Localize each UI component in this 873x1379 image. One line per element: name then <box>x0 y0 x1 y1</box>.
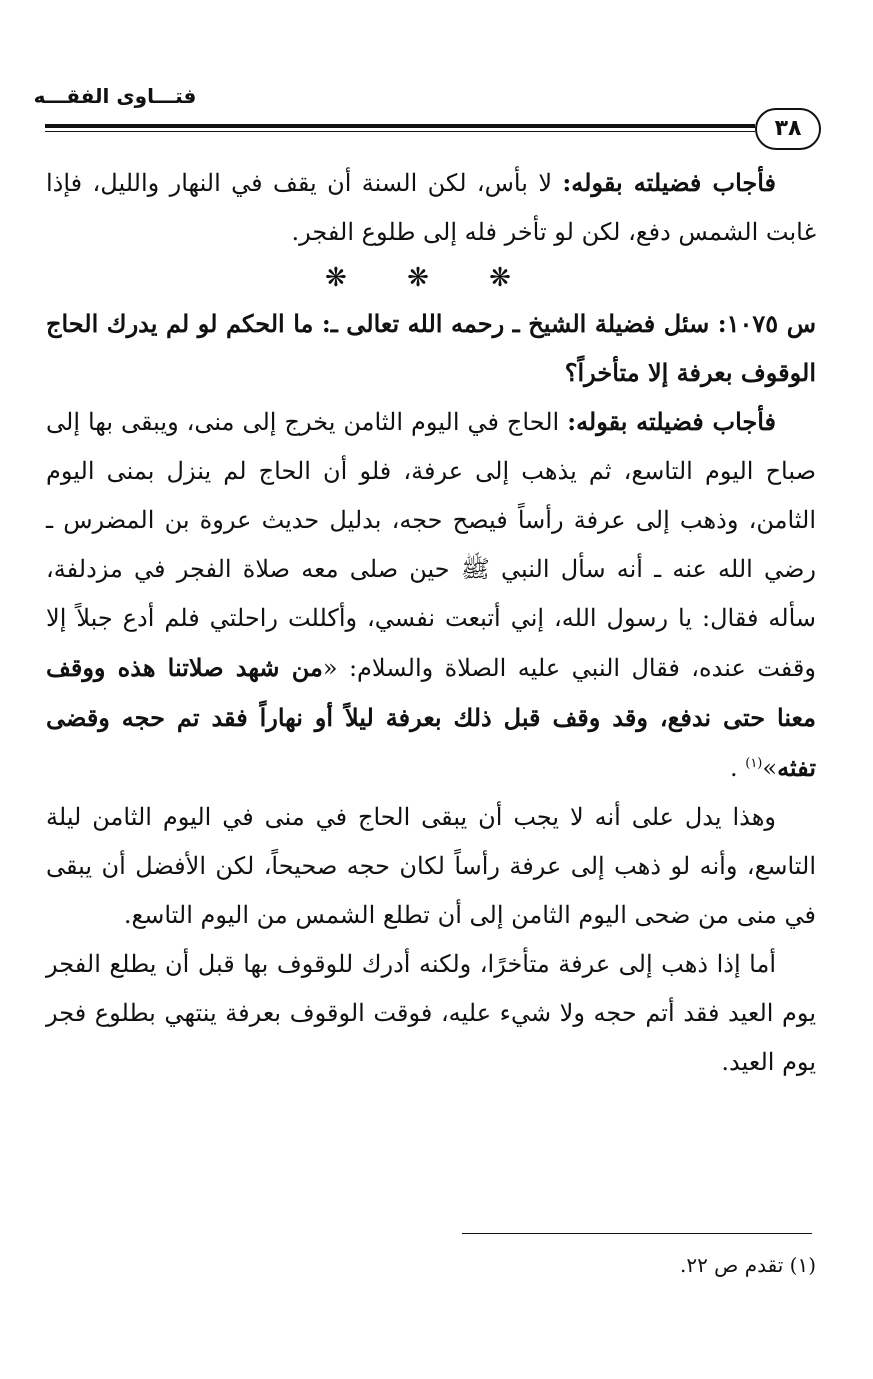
answer-paragraph-1 <box>46 158 816 257</box>
footnote: (١) تقدم ص ٢٢. <box>679 1253 816 1277</box>
answer-text: الحاج في اليوم الثامن يخرج إلى منى، ويبقى بها إلى صباح اليوم التاسع، ثم يذهب إلى عرفة، فلو أن الحاج لم ينزل بمنى اليوم الثامن، وذهب إلى عرفة رأساً فيصح حجه، بدليل حديث عروة بن المضرس ـ رضي الله عنه ـ أنه سأل النبي ﷺ حين صلى معه صلاة الفجر في مزدلفة، سأله فقال: يا رسول الله، إني أتبعت نفسي، وأكللت راحلتي فلم أدع جبلاً إلا وقفت عنده، فقال النبي عليه الصلاة والسلام: « <box>46 408 816 682</box>
answer-paragraph-2 <box>46 397 816 793</box>
sentence-end: . <box>729 754 746 782</box>
body-text <box>46 158 816 1087</box>
paragraph-3: وهذا يدل على أنه لا يجب أن يبقى الحاج في منى في اليوم الثامن ليلة التاسع، وأنه لو ذهب إلى عرفة رأساً لكان حجه صحيحاً، لكن الأفضل أن يبقى في منى من ضحى اليوم الثامن إلى أن تطلع الشمس من اليوم التاسع. <box>46 803 816 929</box>
answer-lead: فأجاب فضيلته بقوله: <box>567 407 776 436</box>
quote-close: » <box>762 754 778 782</box>
footnote-rule <box>462 1233 812 1234</box>
section-separator-stars: ❋ ❋ ❋ <box>325 263 537 293</box>
footnote-reference: (١) <box>745 756 763 771</box>
answer-text: لا بأس، لكن السنة أن يقف في النهار والليل، فإذا غابت الشمس دفع، لكن لو تأخر فله إلى طلوع الفجر. <box>46 169 816 246</box>
question-paragraph: س ١٠٧٥: سئل فضيلة الشيخ ـ رحمه الله تعالى ـ: ما الحكم لو لم يدرك الحاج الوقوف بعرفة إلا متأخراً؟ <box>46 309 816 387</box>
header-rule-thin <box>45 131 755 132</box>
paragraph-4: أما إذا ذهب إلى عرفة متأخرًا، ولكنه أدرك للوقوف بها قبل أن يطلع الفجر يوم العيد فقد أتم حجه ولا شيء عليه، فوقت الوقوف بعرفة ينتهي بطلوع فجر يوم العيد. <box>46 950 816 1076</box>
header-rule <box>45 124 755 128</box>
running-header-title: فتـــاوى الفقـــه <box>33 84 197 108</box>
answer-lead: فأجاب فضيلته بقوله: <box>562 168 777 197</box>
page-number: ٣٨ <box>755 108 821 150</box>
hadith-quote: من شهد صلاتنا هذه ووقف معنا حتى ندفع، وقد وقف قبل ذلك بعرفة ليلاً أو نهاراً فقد تم حجه وقضى تفثه <box>46 653 816 782</box>
